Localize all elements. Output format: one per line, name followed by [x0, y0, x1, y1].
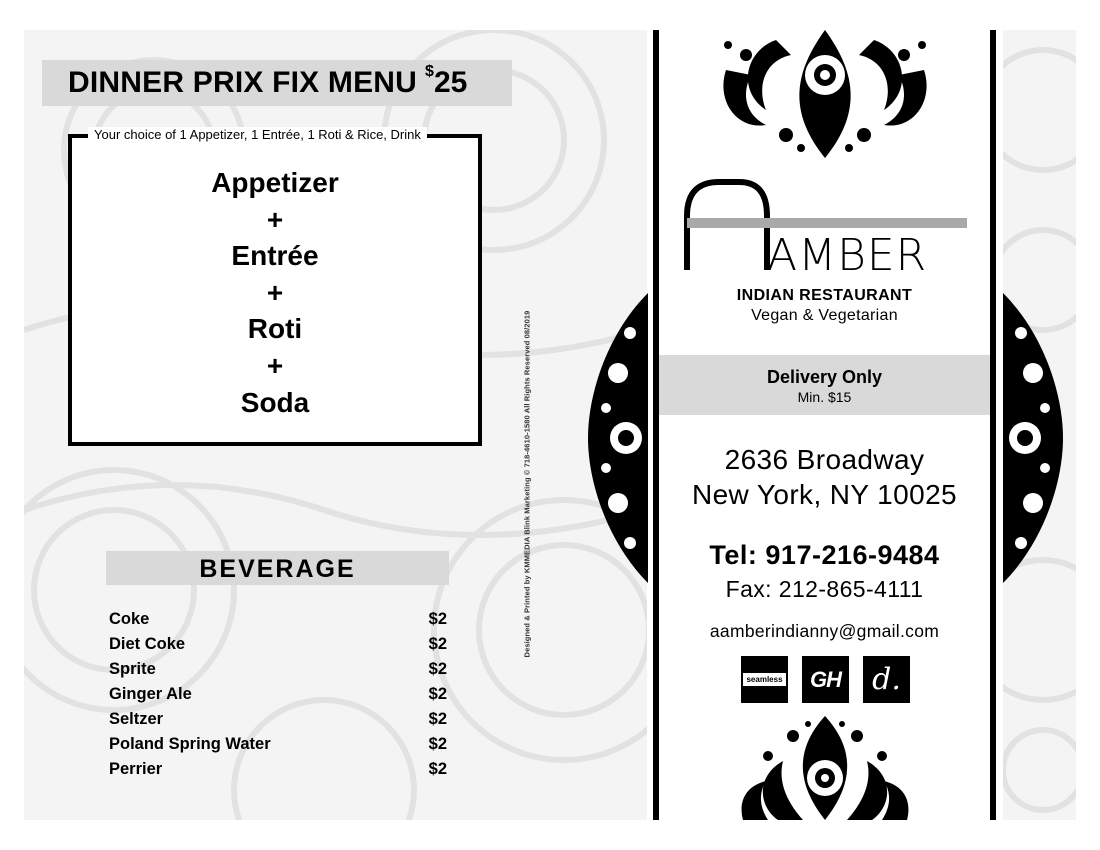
prix-fix-title: DINNER PRIX FIX MENU [68, 66, 418, 99]
email: aamberindianny@gmail.com [709, 621, 940, 641]
beverage-item [109, 608, 447, 633]
beverage-price: $2 [428, 635, 447, 653]
beverage-list [109, 608, 447, 783]
beverage-item [109, 758, 447, 783]
fax: Fax: 212-865-4111 [725, 576, 924, 602]
prix-fix-price: 25 [433, 66, 468, 99]
beverage-price: $2 [428, 710, 447, 728]
amber-logo [681, 178, 971, 278]
delivery-band [659, 355, 990, 415]
telephone: Tel: 917-216-9484 [709, 540, 940, 570]
beverage-item [109, 633, 447, 658]
delivery-title: Delivery Only [766, 367, 883, 387]
left-panel-border [653, 30, 659, 820]
prix-fix-header [42, 60, 512, 106]
combo-plus: + [266, 276, 284, 308]
combo-appetizer: Appetizer [211, 167, 339, 198]
beverage-price: $2 [428, 760, 447, 778]
bottom-mandala-ornament-icon [738, 716, 912, 820]
seamless-label: seamless [743, 673, 785, 686]
address-line-1: 2636 Broadway [724, 444, 925, 475]
beverage-name: Perrier [109, 760, 163, 778]
doordash-label: d. [872, 662, 901, 697]
prix-fix-note: Your choice of 1 Appetizer, 1 Entrée, 1 Roti & Rice, Drink [88, 127, 427, 142]
beverage-name: Sprite [109, 660, 156, 678]
delivery-apps [741, 656, 910, 703]
beverage-item [109, 658, 447, 683]
beverage-name: Seltzer [109, 710, 164, 728]
address-line-2: New York, NY 10025 [691, 479, 958, 510]
grubhub-logo-icon [802, 656, 849, 703]
prix-fix-combo-list [68, 165, 482, 421]
restaurant-type: INDIAN RESTAURANT [736, 287, 913, 304]
beverage-name: Coke [109, 610, 150, 628]
beverage-price: $2 [428, 610, 447, 628]
delivery-minimum: Min. $15 [797, 389, 852, 405]
right-panel-border [990, 30, 996, 820]
seamless-logo-icon [741, 656, 788, 703]
beverage-price: $2 [428, 685, 447, 703]
beverage-item [109, 683, 447, 708]
beverage-price: $2 [428, 660, 447, 678]
doordash-logo-icon [863, 656, 910, 703]
top-mandala-ornament-icon [716, 30, 934, 158]
prix-fix-currency: $ [425, 63, 434, 80]
beverage-name: Poland Spring Water [109, 735, 271, 753]
designer-credit-text: Designed & Printed by KMMEDIA Blink Marketing © 718-4610-1580 All Rights Reserved 08/2019 [522, 310, 532, 658]
beverage-header: BEVERAGE [106, 551, 449, 585]
combo-entree: Entrée [231, 240, 319, 272]
restaurant-diet: Vegan & Vegetarian [751, 307, 898, 324]
beverage-item [109, 733, 447, 758]
beverage-name: Ginger Ale [109, 685, 192, 703]
amber-logo-text: AMBER [767, 230, 928, 278]
beverage-name: Diet Coke [109, 635, 186, 653]
beverage-price: $2 [428, 735, 447, 753]
combo-plus: + [266, 203, 284, 235]
grubhub-label: GH [810, 666, 841, 692]
beverage-item [109, 708, 447, 733]
combo-plus: + [266, 349, 284, 381]
left-side-mandala-ornament-icon [588, 293, 648, 583]
combo-soda: Soda [240, 386, 310, 418]
right-side-mandala-ornament-icon [1003, 293, 1063, 583]
combo-roti: Roti [247, 313, 303, 345]
